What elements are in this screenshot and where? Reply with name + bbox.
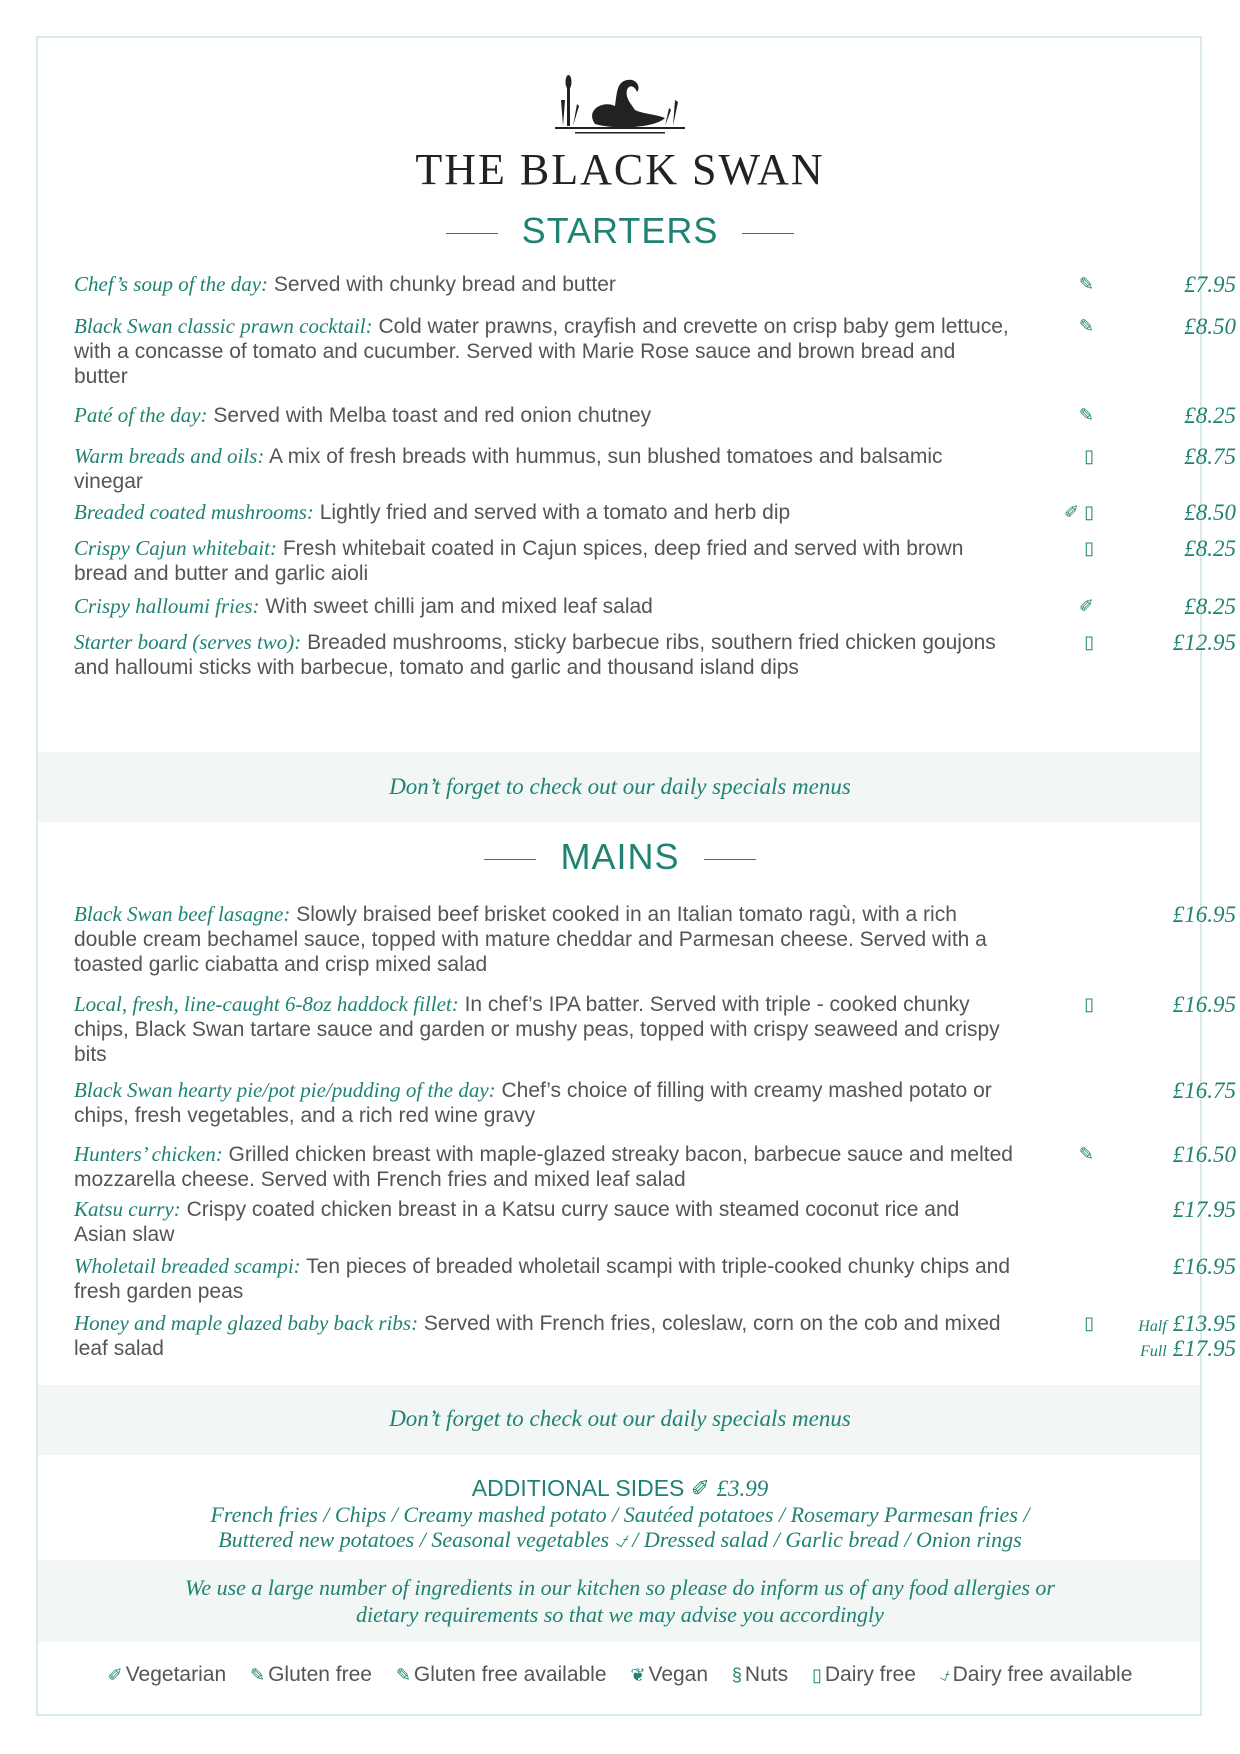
logo <box>0 70 1240 195</box>
item-description: A mix of fresh breads with hummus, sun blushed tomatoes and balsamic vinegar <box>74 445 943 493</box>
legend-dairy-free <box>812 1663 916 1686</box>
item-description: Breaded mushrooms, sticky barbecue ribs, southern fried chicken goujons and halloumi sticks with barbecue, tomato and garlic and thousand island dips <box>74 631 996 679</box>
legend-label: Dairy free <box>824 1663 916 1686</box>
sides-heading <box>0 1475 1240 1502</box>
item-price: £16.50 <box>1172 1142 1236 1167</box>
gluten-free-icon: ✎ <box>249 1665 266 1685</box>
allergy-note-line-2: dietary requirements so that we may advise you accordingly <box>356 1602 884 1627</box>
dairy-free-available-icon: ⍻ <box>939 1665 950 1685</box>
item-price: £17.95 <box>1172 1197 1236 1222</box>
item-description: In chef’s IPA batter. Served with triple - cooked chunky chips, Black Swan tartare sauce and garden or mushy peas, topped with crispy seaweed and crispy bits <box>74 993 1000 1066</box>
legend-dairy-free-available <box>940 1663 1133 1686</box>
item-name: Warm breads and oils: <box>74 444 265 468</box>
sides-title: ADDITIONAL SIDES <box>471 1475 685 1501</box>
legend-nuts <box>732 1663 788 1686</box>
vegetarian-icon: ✐ <box>690 1475 711 1501</box>
item-description: With sweet chilli jam and mixed leaf salad <box>259 595 653 618</box>
item-name: Hunters’ chicken: <box>74 1142 223 1166</box>
dietary-icons: ▯ <box>1084 632 1094 652</box>
legend-label: Gluten free <box>268 1663 372 1686</box>
legend-label: Vegan <box>648 1663 709 1686</box>
item-price-full <box>1094 1336 1236 1364</box>
dietary-icons: ✎ <box>1078 405 1094 425</box>
dietary-icons: ▯ <box>1084 994 1094 1014</box>
legend-gluten-free <box>250 1663 372 1686</box>
legend-label: Nuts <box>744 1663 789 1686</box>
item-description: Ten pieces of breaded wholetail scampi with triple-cooked chunky chips and fresh garden peas <box>74 1255 1011 1303</box>
item-price: £8.25 <box>1184 594 1236 619</box>
menu-item <box>74 1254 1236 1304</box>
item-name: Crispy halloumi fries: <box>74 594 260 618</box>
menu-item <box>74 1197 1236 1247</box>
sides-price: £3.99 <box>716 1476 769 1501</box>
menu-item <box>74 403 1236 428</box>
dietary-icons: ✎ <box>1078 1144 1094 1164</box>
item-description: Grilled chicken breast with maple-glazed streaky bacon, barbecue sauce and melted mozzarella cheese. Served with French fries and mixed leaf salad <box>74 1143 1013 1191</box>
dietary-icons: ▯ <box>1084 1313 1094 1333</box>
legend-label: Dairy free available <box>952 1663 1133 1686</box>
item-price: £16.75 <box>1172 1078 1236 1103</box>
item-description: Fresh whitebait coated in Cajun spices, deep fried and served with brown bread and butter and garlic aioli <box>74 537 964 585</box>
item-name: Wholetail breaded scampi: <box>74 1254 301 1278</box>
item-price: £8.50 <box>1184 314 1236 339</box>
item-price: £8.75 <box>1184 444 1236 469</box>
menu-item <box>74 594 1236 619</box>
starters-heading <box>0 210 1240 252</box>
mains-heading <box>0 836 1240 878</box>
menu-item <box>74 1311 1236 1361</box>
item-name: Chef’s soup of the day: <box>74 272 269 296</box>
item-name: Black Swan classic prawn cocktail: <box>74 314 373 338</box>
menu-item <box>74 1142 1236 1192</box>
item-name: Black Swan hearty pie/pot pie/pudding of the day: <box>74 1078 496 1102</box>
starters-title: STARTERS <box>521 210 719 251</box>
item-description: Cold water prawns, crayfish and crevette on crisp baby gem lettuce, with a concasse of tomato and cucumber. Served with Marie Rose sauce and brown bread and butter <box>74 315 1009 388</box>
dietary-legend <box>0 1663 1240 1687</box>
item-description: Served with chunky bread and butter <box>268 273 616 296</box>
half-price: £13.95 <box>1172 1311 1236 1336</box>
mains-title: MAINS <box>560 836 680 877</box>
item-name: Paté of the day: <box>74 403 208 427</box>
dietary-icons: ✎ <box>1078 316 1094 336</box>
swan-logo-icon <box>545 70 695 140</box>
gluten-free-available-icon: ✎ <box>395 1665 411 1685</box>
legend-gluten-free-available <box>396 1663 607 1686</box>
item-price: £8.25 <box>1184 536 1236 561</box>
legend-label: Gluten free available <box>413 1663 607 1686</box>
menu-item <box>74 444 1236 494</box>
dairy-free-icon: ▯ <box>811 1665 822 1685</box>
item-price: £8.50 <box>1184 500 1236 525</box>
legend-vegetarian <box>108 1663 227 1686</box>
sides-list-line-1: French fries / Chips / Creamy mashed potato / Sautéed potatoes / Rosemary Parmesan fries / <box>210 1502 1030 1527</box>
vegan-icon: ❦ <box>630 1665 646 1685</box>
item-name: Starter board (serves two): <box>74 630 302 654</box>
item-price: £7.95 <box>1184 272 1236 297</box>
item-name: Honey and maple glazed baby back ribs: <box>74 1311 419 1335</box>
allergy-note-line-1: We use a large number of ingredients in our kitchen so please do inform us of any food allergies or <box>185 1575 1055 1600</box>
dietary-icons: ✐ ▯ <box>1064 502 1094 522</box>
specials-note: Don’t forget to check out our daily specials menus <box>389 774 851 799</box>
heading-rule-left <box>446 233 498 234</box>
menu-item <box>74 536 1236 586</box>
item-price: £16.95 <box>1172 992 1236 1017</box>
heading-rule-right <box>704 859 756 860</box>
menu-item <box>74 314 1236 389</box>
menu-item <box>74 992 1236 1067</box>
item-price: £8.25 <box>1184 403 1236 428</box>
sides-list-line-2: Buttered new potatoes / Seasonal vegetables ⍻ / Dressed salad / Garlic bread / Onion rings <box>218 1527 1022 1552</box>
menu-item <box>74 902 1236 977</box>
legend-label: Vegetarian <box>125 1663 227 1686</box>
brand-name: THE BLACK SWAN <box>415 145 825 194</box>
legend-vegan <box>630 1663 708 1686</box>
item-price: £12.95 <box>1172 630 1236 655</box>
item-name: Katsu curry: <box>74 1197 181 1221</box>
half-label: Half <box>1138 1318 1167 1335</box>
item-description: Slowly braised beef brisket cooked in an Italian tomato ragù, with a rich double cream bechamel sauce, topped with mature cheddar and Parmesan cheese. Served with a toasted garlic ciabatta and crisp mixed salad <box>74 903 987 976</box>
dietary-icons: ▯ <box>1084 446 1094 466</box>
item-price: £16.95 <box>1172 1254 1236 1279</box>
item-name: Breaded coated mushrooms: <box>74 500 314 524</box>
nuts-icon: § <box>731 1665 742 1685</box>
dietary-icons: ✎ <box>1078 274 1094 294</box>
menu-item <box>74 630 1236 680</box>
full-price: £17.95 <box>1172 1336 1236 1361</box>
dietary-icons: ▯ <box>1084 538 1094 558</box>
item-description: Chef’s choice of filling with creamy mashed potato or chips, fresh vegetables, and a rich red wine gravy <box>74 1079 992 1127</box>
full-label: Full <box>1140 1343 1167 1360</box>
menu-item <box>74 1078 1236 1128</box>
item-description: Served with French fries, coleslaw, corn on the cob and mixed leaf salad <box>74 1312 1001 1360</box>
item-price: £16.95 <box>1172 902 1236 927</box>
item-description: Lightly fried and served with a tomato and herb dip <box>313 501 791 524</box>
item-price-half <box>1094 1311 1236 1339</box>
menu-item <box>74 500 1236 525</box>
specials-note: Don’t forget to check out our daily specials menus <box>389 1406 851 1431</box>
heading-rule-left <box>484 859 536 860</box>
item-name: Black Swan beef lasagne: <box>74 902 291 926</box>
item-description: Served with Melba toast and red onion chutney <box>207 404 652 427</box>
item-name: Local, fresh, line-caught 6-8oz haddock fillet: <box>74 992 459 1016</box>
item-name: Crispy Cajun whitebait: <box>74 536 278 560</box>
dietary-icons: ✐ <box>1078 596 1094 616</box>
item-description: Crispy coated chicken breast in a Katsu curry sauce with steamed coconut rice and Asian slaw <box>74 1198 960 1246</box>
heading-rule-right <box>742 233 794 234</box>
menu-item <box>74 272 1236 297</box>
vegetarian-icon: ✐ <box>107 1665 123 1685</box>
